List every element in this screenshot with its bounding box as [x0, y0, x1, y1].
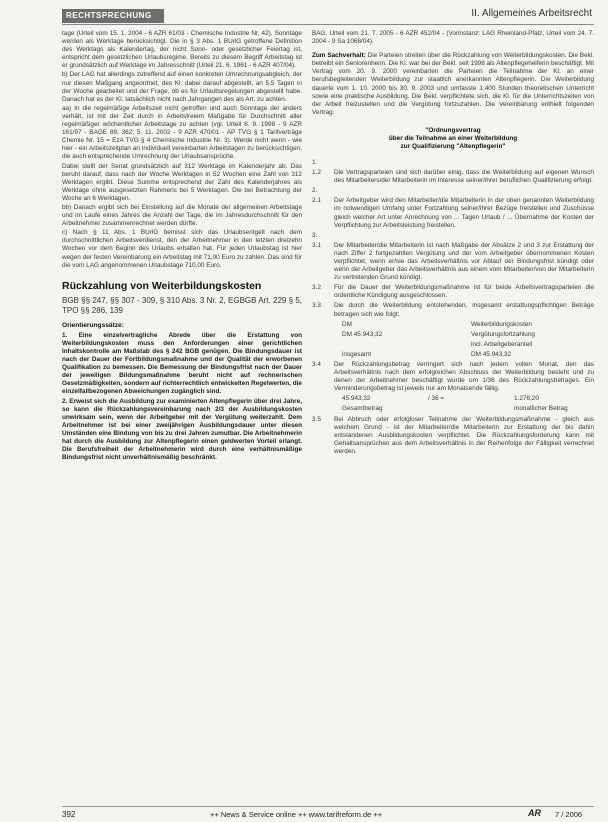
- facts-paragraph: [312, 52, 594, 117]
- clause-number: 3.: [312, 231, 318, 239]
- cost-cell: DM 45.943,32: [342, 330, 383, 338]
- cost-cell: DM: [342, 320, 352, 328]
- contract-clause: [312, 284, 594, 300]
- contract-title-line: über die Teilnahme an einer Weiterbildung: [388, 134, 518, 142]
- clause-number: 2.: [312, 187, 318, 195]
- cost-cell: Vergütungsfortzahlung: [471, 330, 535, 338]
- cost-row: [342, 331, 594, 339]
- paragraph: c) Nach § 11 Abs. 1 BUrlG bemisst sich das Urlaubsentgelt nach dem durchschnittlichen Arbeitsverdienst, den der Arbeitnehmer in den letzten dreizehn Wochen vor dem Beginn des Urlaubs erhalten hat. Für jeden Urlaubstag ist hier wegen der festen Vereinbarung ein Arbeitstag mit 71,00 Euro zu zahlen. Das sind für die vom LAG angenommenen Urlaubstage 710,00 Euro.: [62, 229, 302, 269]
- contract-clause: [312, 169, 594, 185]
- contract-title-line: "Ordnungsvertrag: [425, 126, 481, 134]
- facts-text: Die Parteien streiten über die Rückzahlung von Weiterbildungskosten. Die Bekl. betreibt ein Seniorenheim. Die Kl. war bei der Bekl. seit 1998 als Altenpflegehelferin beschäftigt. Mit Vertrag vom 20. 9. 2000 vereinbarten die Parteien die Teilnahme der Kl. an einer berufsbegleitenden Weiterbildung zur staatlich anerkannten Altenpflegerin. Die Weiterbildung dauerte vom 1. 10. 2000 bis 30. 9. 2003 und umfasste 1.400 Stunden theoretischen Unterricht sowie eine praktische Ausbildung. Die Bekl. verpflichtete sich, die Kl. für die Unterrichtszeiten von der Arbeit freizustellen und die Vergütung fortzuzahlen. Die Vereinbarung enthielt folgenden Vertrag:: [312, 52, 595, 116]
- footer-divider: [62, 806, 594, 807]
- law-references: BGB §§ 247, §§ 307 - 309, § 310 Abs. 3 Nr. 2, EGBGB Art. 229 § 5, TPO §§ 286, 139: [62, 295, 302, 315]
- clause-text: [334, 187, 594, 195]
- paragraph: tage (Urteil vom 15. 1. 2004 - 6 AZR 61/03 - Chemische Industrie Nr. 42). Sonntage werden als Werktage berücksichtigt. Die in § 3 Abs. 1 BUrlG getroffene Definition des Werktags als Kalendertag, der nicht Sonn- oder gesetzlicher Feiertag ist, entspricht dem gesetzlichen Urlaubsregime. Bereits zu diesem Begriff Arbeitstag ist er grundsätzlich auf Werktage im Jahresschnitt (Urteil 21. 6. 1961 - 6 AZR 407/04).: [62, 30, 302, 70]
- calc-cell: 1.276,20: [514, 395, 539, 403]
- cost-cell: insgesamt: [342, 350, 372, 358]
- paragraph: Dabei stellt der Senat grundsätzlich auf 312 Werktage im Kalenderjahr ab. Das beruht darauf, dass nach der Woche Werktagen in 52 Wochen eine Zahl von 312 Werktagen ergibt. Diese Summe entsprechend der Zahl des Kalenderjahres als Werktage ohne ausgesetzten Rahmens bei 5 Werktagen. Die bei Betrachtung der Woche an 6 Werktagen.: [62, 162, 302, 202]
- calc-cell: Gesamtbetrag: [342, 405, 383, 413]
- contract-clause: [312, 416, 594, 456]
- calc-cell: / 36 =: [428, 395, 445, 403]
- left-column: [62, 30, 302, 463]
- clause-text: [334, 232, 594, 240]
- section-label: RECHTSPRECHUNG: [62, 9, 164, 23]
- clause-number: 3.2: [312, 284, 321, 292]
- calc-cell: [428, 405, 508, 413]
- contract-clause: [312, 302, 594, 318]
- clause-text: Der Arbeitgeber wird den Mitarbeiter/die Mitarbeiterin in der oben genannten Weiterbildung im notwendigen Umfang unter Fortzahlung seiner/ihrer Bezüge freistellen und Zuschüsse gleich welcher Art unter Anrechnung von ... Tagen Urlaub / ... Übernahme der Kosten der Verpflichtung zur Arbeitsleistung freistellen.: [334, 197, 594, 229]
- cost-cell: Weiterbildungskosten: [471, 320, 532, 328]
- right-column: [312, 30, 594, 458]
- cost-cell: [342, 341, 465, 349]
- chapter-title: II. Allgemeines Arbeitsrecht: [471, 8, 592, 19]
- page-number: 392: [62, 810, 76, 819]
- clause-text: Die Vertragsparteien sind sich darüber einig, dass die Weiterbildung auf eigenen Wunsch des Mitarbeiters/der Mitarbeiterin im Interesse seiner/ihrer beruflichen Qualifizierung erfolgt.: [334, 169, 594, 185]
- issue-number: 7 / 2006: [555, 810, 583, 819]
- clause-number: 3.3: [312, 302, 321, 310]
- clause-number: 3.1: [312, 241, 321, 249]
- clause-text: Die durch die Weiterbildung entstehenden, insgesamt erstattungspflichtigen Beträge betragen sich wie folgt:: [334, 302, 594, 318]
- clause-number: 2.1: [312, 197, 321, 205]
- cost-row: [342, 341, 594, 349]
- contract-clause: [312, 187, 594, 195]
- calculation-row: [342, 405, 594, 413]
- clause-text: [334, 159, 594, 167]
- contract-clause: [312, 361, 594, 393]
- guidelines-title: Orientierungssätze:: [62, 321, 124, 329]
- contract-title-line: zur Qualifizierung "Altenpflegerin": [400, 142, 506, 150]
- clause-text: Für die Dauer der Weiterbildungsmaßnahme ist für beide Arbeitsvertragsparteien die ordentliche Kündigung ausgeschlossen.: [334, 284, 594, 300]
- citation: BAG, Urteil vom 21. 7. 2005 - 6 AZR 452/04 - (Vorinstanz: LAG Rheinland-Pfalz, Urteil vom 24. 7. 2004 - 9 Sa 1068/04).: [312, 30, 594, 46]
- cost-row: [342, 351, 594, 359]
- contract-clause: [312, 197, 594, 229]
- contract-title: [312, 127, 594, 151]
- cost-cell: incl. Arbeitgeberanteil: [471, 340, 533, 348]
- guideline: 2. Erweist sich die Ausbildung zur examinierten Altenpflegerin über drei Jahre, so kann die Rückzahlungsvereinbarung nach 2/3 der Ausbildungskosten unwirksam sein, wenn der Arbeitgeber mit der Vergütung weiterzahlt. Dem Arbeitnehmer ist bei einer zweijährigen Ausbildungsdauer unter diesen Umständen eine Bindung von bis zu drei Jahren zumutbar. Die Arbeitnehmerin hat durch die Ausbildung zur Altenpflegerin einen geldwerten Vorteil erlangt. Die Berufsfreiheit der Arbeitnehmerin wird durch eine verhältnismäßige Bindungsfrist nicht unverhältnismäßig beschränkt.: [62, 397, 302, 462]
- cost-row: [342, 321, 594, 329]
- clause-number: 1.2: [312, 169, 321, 177]
- section-title: Rückzahlung von Weiterbildungskosten: [62, 279, 262, 292]
- cost-cell: DM 45.943,32: [471, 350, 512, 358]
- clause-number: 3.5: [312, 415, 321, 423]
- contract-clause: [312, 159, 594, 167]
- guideline: 1. Eine einzelvertragliche Abrede über die Erstattung von Weiterbildungskosten muss den Anforderungen einer gerichtlichen Inhaltskontrolle am Maßstab des § 242 BGB genügen. Die Bindungsdauer ist nach der Dauer der Fortbildungsmaßnahme und der Qualität der erworbenen Qualifikation zu bemessen. Die Bemessung der Bindungsfrist nach der Dauer der jeweiligen Bildungsmaßnahme beruht nicht auf rechnerischen Gesetzmäßigkeiten, sondern auf richterrechtlich entwickelten Regelwerten, die einzelfallbezogenen Abweichungen zugänglich sind.: [62, 331, 302, 396]
- paragraph: aa) In die regelmäßige Arbeitszeit nicht getroffen und auch Sonntage der anders verhält, ist mit der Zeit durch in Arbeitsfreiem Maßgabe für Durchschnitt aller regelmäßiger wöchentlicher Arbeitstage zu achten (vgl. Urteil 8. 9. 1998 - 9 AZR 161/97 - BAGE 89, 362; 5. 11. 2002 - 9 AZR 470/01 - AP TVG § 1 Tarifverträge Chemie Nr. 15 = EzA TVG § 4 Chemische Industrie Nr. 3). Werde nicht wenn - wie hier - ein Arbeitszeitplan an individuell vereinbarten Arbeitstagen zu berücksichtigen, die auch entsprechende Umrechnung der Urlaubsansprüche.: [62, 104, 302, 161]
- clause-text: Der Mitarbeiter/die Mitarbeiterin ist nach Maßgabe der Absätze 2 und 3 zur Erstattung der nach Ziffer 2 fortgezahlten Vergütung und der vom Arbeitgeber übernommenen Kosten verpflichtet, wenn er/sie das Arbeitsverhältnis vor Ablauf der Bindungsfrist kündigt oder wenn der Arbeitgeber das Arbeitsverhältnis aus einem vom Mitarbeiter/von der Mitarbeiterin zu vertretenden Grund kündigt.: [334, 241, 594, 282]
- calc-cell: 45.943,32: [342, 395, 371, 403]
- journal-logo: AR: [528, 808, 541, 818]
- clause-text: Bei Abbruch oder erfolgloser Teilnahme der Weiterbildungsmaßnahme - gleich aus welchem Grund - ist der Mitarbeiter/die Mitarbeiterin zur Erstattung der bis dahin entstandenen Ausbildungskosten verpflichtet. Die Rückzahlungsforderung kann mit Gehaltsansprüchen aus dem Arbeitsverhältnis in der Reihenfolge der Fälligkeit verrechnet werden.: [334, 415, 594, 455]
- contract-clause: [312, 242, 594, 282]
- contract-clause: [312, 232, 594, 240]
- header-divider: [62, 24, 594, 25]
- calculation-row: [342, 395, 594, 403]
- clause-number: 1.: [312, 158, 318, 166]
- paragraph: b) Der LAG hat allerdings zutreffend auf einen konkreten Umrechnungsabgleich, der nur diesen Maßgang angeordnet, des Kl. dabei darauf abgestellt, an 5,5 Tagen in der Woche gearbeitet und der Frage, ob es für Urlaubsregelungen abgestellt habe. Danach hat es der Kl. tatsächlich nicht nach Jahrgangen des als Art. zu achten.: [62, 71, 302, 103]
- clause-number: 3.4: [312, 361, 321, 368]
- calc-cell: monatlicher Betrag: [514, 405, 568, 413]
- footer-link[interactable]: ++ News & Service online ++ www.tarifreform.de ++: [210, 810, 383, 819]
- clause-text: Der Rückzahlungsbetrag verringert sich nach jedem vollen Monat, den das Arbeitsverhältnis nach dem erfolgreichen Abschluss der Weiterbildung besteht und zu denen der Arbeitnehmer beschäftigt wurde um 1/36 des Rückzahlungsbetrages. Ein Verminderungsbetrag ist jeweils nur am Monatsende fällig.: [334, 361, 594, 393]
- facts-title: Zum Sachverhalt:: [312, 52, 366, 60]
- paragraph: bb) Danach ergibt sich bei Einstellung auf die Monate der allgemeinen Arbeitstage und im Laufe eines Jahres die Anzahl der Tage, die im Jahresdurchschnitt für den Arbeitnehmer zusammenrechnet werden dürfte.: [62, 203, 302, 228]
